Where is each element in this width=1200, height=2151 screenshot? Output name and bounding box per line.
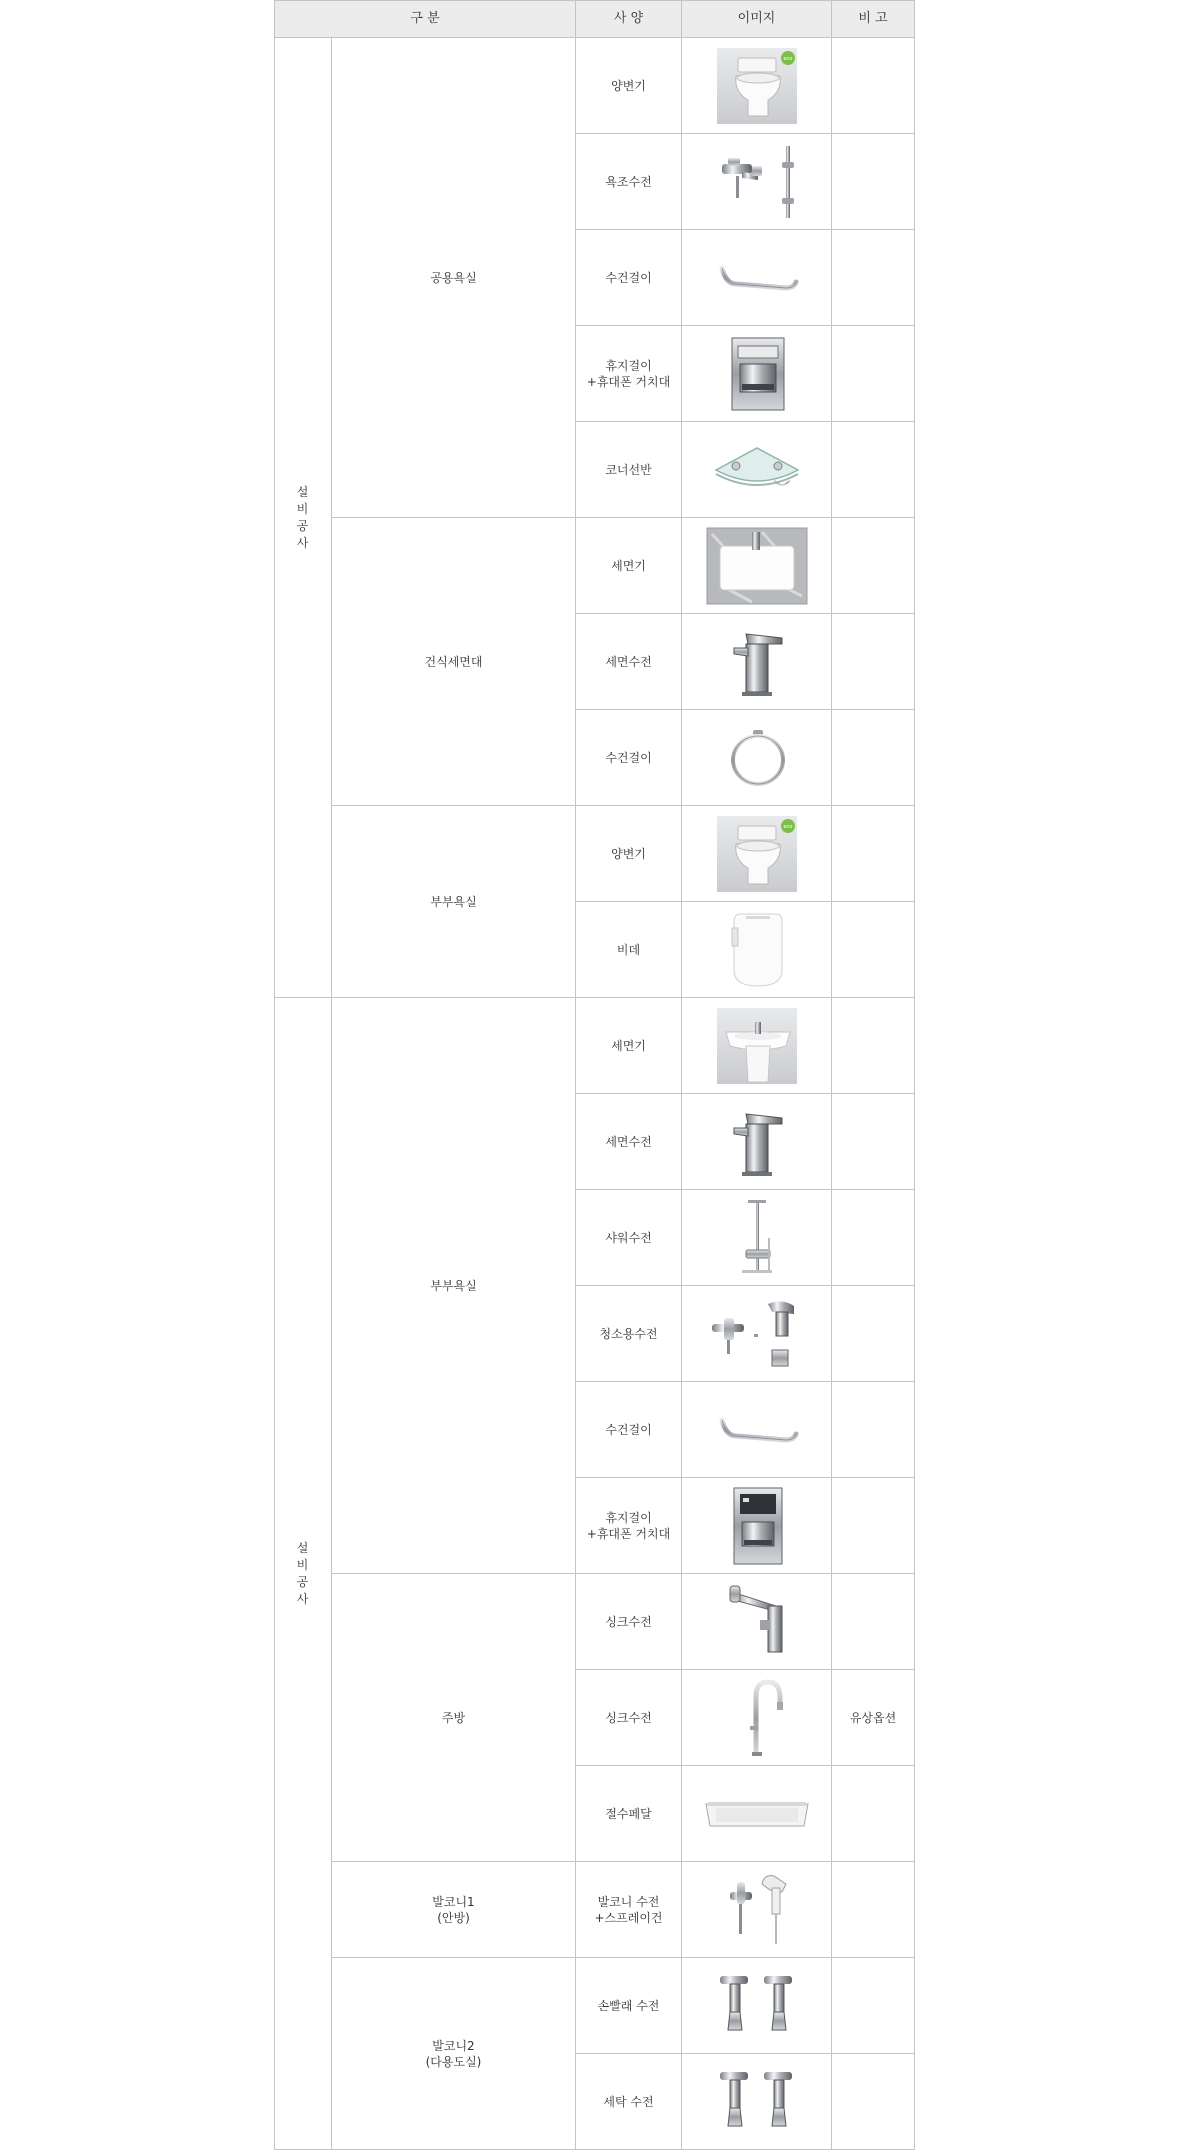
spec-name: 싱크수전 xyxy=(576,1670,682,1766)
subcategory-cell: 건식세면대 xyxy=(332,518,576,806)
toilet-icon xyxy=(702,814,812,894)
gooseneck-faucet-icon xyxy=(702,1678,812,1758)
table-row xyxy=(275,1958,915,2054)
header-row xyxy=(275,1,915,38)
spec-name: 싱크수전 xyxy=(576,1574,682,1670)
spec-name: 청소용수전 xyxy=(576,1286,682,1382)
note-cell xyxy=(832,806,915,902)
image-cell xyxy=(682,134,832,230)
image-cell xyxy=(682,614,832,710)
spec-name: 세면수전 xyxy=(576,614,682,710)
image-cell xyxy=(682,998,832,1094)
svg-text:eco: eco xyxy=(783,823,792,830)
tissue-phone-holder-icon xyxy=(702,1486,812,1566)
spec-name: 휴지걸이 +휴대폰 거치대 xyxy=(576,1478,682,1574)
header-image: 이미지 xyxy=(682,1,832,38)
note-cell xyxy=(832,710,915,806)
category-cell: 설 비 공 사 xyxy=(275,998,332,2150)
image-cell xyxy=(682,422,832,518)
table-row xyxy=(275,38,915,134)
note-cell xyxy=(832,1574,915,1670)
note-cell xyxy=(832,998,915,1094)
note-cell xyxy=(832,422,915,518)
note-cell xyxy=(832,1382,915,1478)
image-cell xyxy=(682,1670,832,1766)
basin-faucet-icon xyxy=(702,1102,812,1182)
image-cell xyxy=(682,1190,832,1286)
note-cell xyxy=(832,518,915,614)
image-cell xyxy=(682,1286,832,1382)
subcategory-cell: 발코니2 (다용도실) xyxy=(332,1958,576,2150)
image-cell xyxy=(682,902,832,998)
note-cell xyxy=(832,902,915,998)
spec-name: 세면수전 xyxy=(576,1094,682,1190)
towel-bar-icon xyxy=(702,238,812,318)
note-cell xyxy=(832,1094,915,1190)
spec-name: 수건걸이 xyxy=(576,230,682,326)
table-row xyxy=(275,518,915,614)
spray-gun-icon xyxy=(702,1870,812,1950)
subcategory-cell: 부부욕실 xyxy=(332,806,576,998)
towel-ring-icon xyxy=(702,718,812,798)
toilet-icon xyxy=(702,46,812,126)
water-pedal-icon xyxy=(702,1774,812,1854)
sink-faucet-icon xyxy=(702,1582,812,1662)
spec-name: 수건걸이 xyxy=(576,1382,682,1478)
double-tap-icon xyxy=(702,1966,812,2046)
bidet-icon xyxy=(702,910,812,990)
table-row xyxy=(275,1862,915,1958)
header-spec: 사 양 xyxy=(576,1,682,38)
image-cell xyxy=(682,326,832,422)
image-cell xyxy=(682,1574,832,1670)
image-cell xyxy=(682,1478,832,1574)
note-cell xyxy=(832,1766,915,1862)
note-cell xyxy=(832,1478,915,1574)
image-cell xyxy=(682,1382,832,1478)
spec-name: 샤워수전 xyxy=(576,1190,682,1286)
spec-name: 코너선반 xyxy=(576,422,682,518)
subcategory-cell: 주방 xyxy=(332,1574,576,1862)
basin-faucet-icon xyxy=(702,622,812,702)
note-cell xyxy=(832,134,915,230)
image-cell xyxy=(682,1094,832,1190)
counter-basin-icon xyxy=(702,526,812,606)
bath-faucet-icon xyxy=(702,142,812,222)
image-cell xyxy=(682,710,832,806)
image-cell xyxy=(682,1766,832,1862)
svg-text:eco: eco xyxy=(783,55,792,62)
wall-basin-icon xyxy=(702,1006,812,1086)
spec-name: 휴지걸이 +휴대폰 거치대 xyxy=(576,326,682,422)
note-cell xyxy=(832,1190,915,1286)
spec-name: 양변기 xyxy=(576,806,682,902)
corner-shelf-icon xyxy=(702,430,812,510)
spec-name: 비데 xyxy=(576,902,682,998)
spec-name: 세면기 xyxy=(576,518,682,614)
header-division: 구 분 xyxy=(275,1,576,38)
towel-bar-icon xyxy=(702,1390,812,1470)
spec-name: 수건걸이 xyxy=(576,710,682,806)
category-cell: 설 비 공 사 xyxy=(275,38,332,998)
note-cell xyxy=(832,1958,915,2054)
cleaning-faucet-icon xyxy=(702,1294,812,1374)
spec-name: 절수페달 xyxy=(576,1766,682,1862)
subcategory-cell: 공용욕실 xyxy=(332,38,576,518)
subcategory-cell: 부부욕실 xyxy=(332,998,576,1574)
subcategory-cell: 발코니1 (안방) xyxy=(332,1862,576,1958)
spec-name: 세면기 xyxy=(576,998,682,1094)
table-row xyxy=(275,998,915,1094)
double-tap-icon xyxy=(702,2062,812,2142)
spec-name: 세탁 수전 xyxy=(576,2054,682,2150)
image-cell xyxy=(682,1958,832,2054)
spec-name: 발코니 수전 +스프레이건 xyxy=(576,1862,682,1958)
image-cell xyxy=(682,2054,832,2150)
table-row xyxy=(275,1574,915,1670)
note-cell xyxy=(832,614,915,710)
note-cell xyxy=(832,230,915,326)
header-note: 비 고 xyxy=(832,1,915,38)
shower-column-icon xyxy=(702,1198,812,1278)
image-cell xyxy=(682,806,832,902)
image-cell xyxy=(682,518,832,614)
spec-name: 양변기 xyxy=(576,38,682,134)
tissue-holder-icon xyxy=(702,334,812,414)
image-cell xyxy=(682,38,832,134)
note-cell: 유상옵션 xyxy=(832,1670,915,1766)
note-cell xyxy=(832,38,915,134)
image-cell xyxy=(682,1862,832,1958)
spec-name: 손빨래 수전 xyxy=(576,1958,682,2054)
spec-name: 욕조수전 xyxy=(576,134,682,230)
spec-table xyxy=(274,0,915,2150)
note-cell xyxy=(832,1862,915,1958)
image-cell xyxy=(682,230,832,326)
note-cell xyxy=(832,1286,915,1382)
note-cell xyxy=(832,326,915,422)
table-row xyxy=(275,806,915,902)
note-cell xyxy=(832,2054,915,2150)
